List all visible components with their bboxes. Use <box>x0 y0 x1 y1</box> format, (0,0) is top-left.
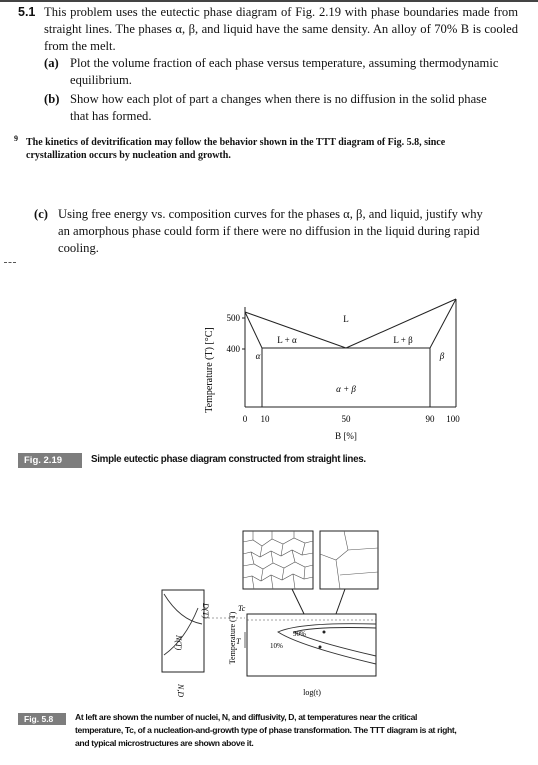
problem-number: 5.1 <box>18 5 36 19</box>
ytick-label-400: 400 <box>226 344 240 354</box>
xtick-0: 0 <box>242 414 248 424</box>
part-a-text: Plot the volume fraction of each phase versus temperature, assuming thermodynamic equilibrium. <box>70 56 499 87</box>
phase-diagram-xlabel: B [%] <box>335 431 357 441</box>
phase-diagram-ylabel: Temperature (T) [°C] <box>204 327 215 413</box>
region-l-alpha: L + α <box>277 335 297 345</box>
part-b <box>18 91 518 125</box>
solidus-right <box>430 299 456 348</box>
region-alpha-beta: α + β <box>336 384 356 394</box>
ttt-plot <box>247 614 376 697</box>
ttt-diagram-fig-5-8 <box>150 520 390 706</box>
label-10-percent: 10% <box>270 642 283 650</box>
region-beta: β <box>439 351 445 361</box>
footnote-text: The kinetics of devitrification may follow the behavior shown in the TTT diagram of Fig. 5.8, since crystallization occurs by nucleation and growth. <box>26 137 446 161</box>
region-liquid: L <box>343 314 349 324</box>
fig-2-19-tag: Fig. 2.19 <box>18 453 82 468</box>
part-a <box>18 55 518 89</box>
problem-5-1 <box>18 4 518 125</box>
ytick-label-500: 500 <box>226 313 240 323</box>
xtick-100: 100 <box>446 414 460 424</box>
label-dt: D(T) <box>201 603 210 619</box>
label-temperature: Temperature (T) <box>228 611 237 665</box>
region-l-beta: L + β <box>393 335 413 345</box>
nd-plot <box>162 590 210 697</box>
part-b-text: Show how each plot of part a changes when there is no diffusion in the solid phase that has formed. <box>70 92 487 123</box>
microstructure-fine <box>243 531 313 589</box>
part-c <box>34 206 486 257</box>
region-alpha: α <box>255 351 261 361</box>
footnote-marker: 9 <box>14 134 18 143</box>
part-c-label: (c) <box>34 207 48 221</box>
label-t: T <box>236 637 241 646</box>
margin-dash <box>4 262 16 264</box>
fig-5-8-caption: At left are shown the number of nuclei, N, and diffusivity, D, at temperatures near the critical temperature, Tc, of a nucleation-and-growth type of phase transformation. The TTT diagram is at right, and typical microstructures are shown above it. <box>75 712 457 748</box>
part-b-label: (b) <box>44 92 60 106</box>
xtick-50: 50 <box>341 414 351 424</box>
xtick-10: 10 <box>260 414 270 424</box>
microstructure-coarse <box>320 531 378 589</box>
label-tc: Tc <box>238 604 246 613</box>
label-log-t: log(t) <box>303 688 321 697</box>
label-nd: N,D <box>176 684 185 698</box>
fig-5-8-tag: Fig. 5.8 <box>18 713 66 725</box>
phase-diagram-fig-2-19 <box>200 285 470 450</box>
problem-intro: This problem uses the eutectic phase diagram of Fig. 2.19 with phase boundaries made from straight lines. The phases α, β, and liquid have the same density. An alloy of 70% B is cooled from the melt. <box>44 5 518 53</box>
label-nt: N(T) <box>174 635 183 651</box>
label-90-percent: 90% <box>293 630 306 638</box>
fig-2-19-caption: Simple eutectic phase diagram constructed from straight lines. <box>91 454 366 465</box>
part-c-text: Using free energy vs. composition curves for the phases α, β, and liquid, justify why an amorphous phase could form if there were no diffusion in the liquid during rapid cooling. <box>58 207 483 255</box>
footnote <box>14 136 500 162</box>
xtick-90: 90 <box>425 414 435 424</box>
top-rule <box>0 0 538 2</box>
part-a-label: (a) <box>44 56 59 70</box>
